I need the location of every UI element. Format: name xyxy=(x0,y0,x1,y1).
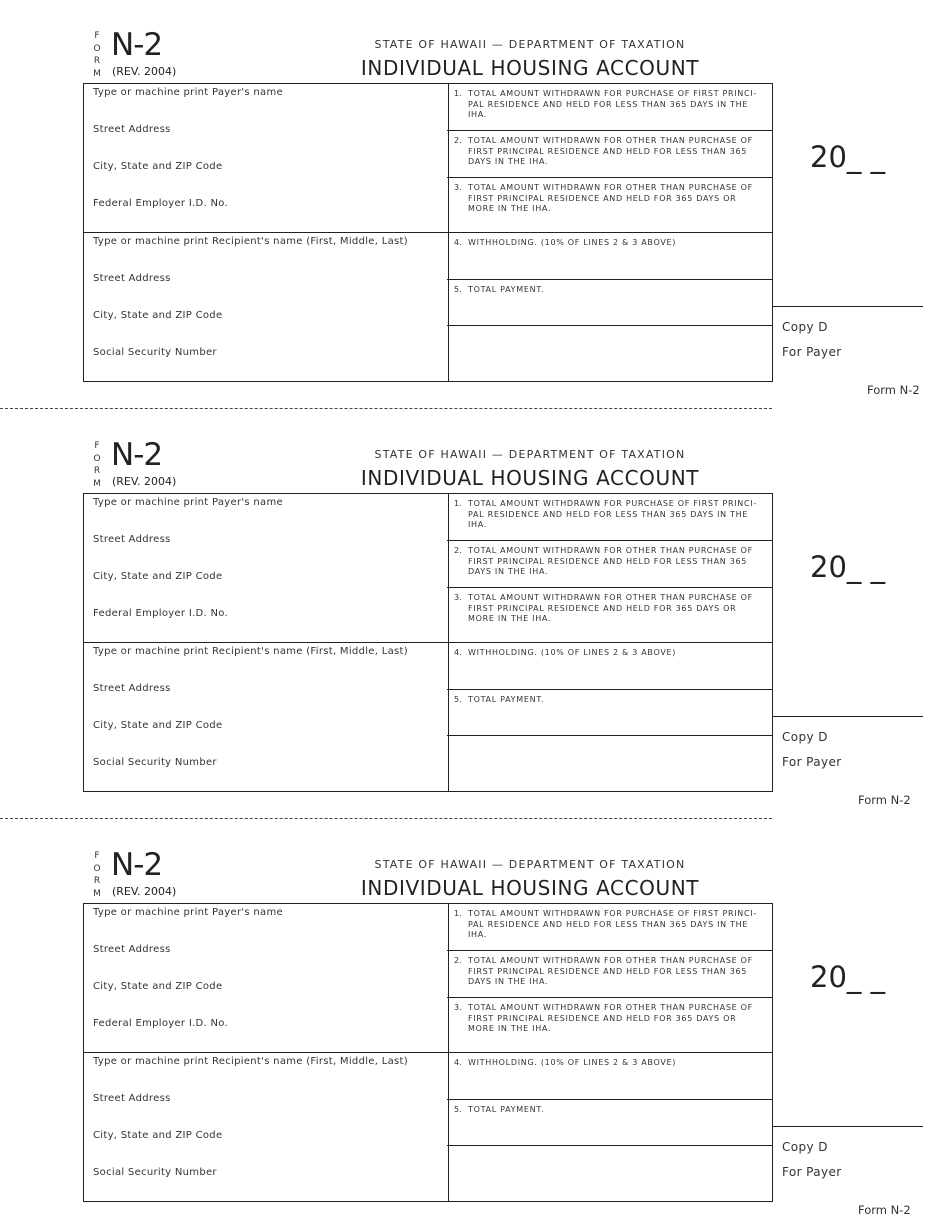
line-3-box[interactable] xyxy=(447,178,772,233)
payer-fein-field[interactable]: Federal Employer I.D. No. xyxy=(93,198,229,209)
form-letter: O xyxy=(93,453,101,464)
line-number: 4. xyxy=(454,1058,462,1067)
line-2-box[interactable] xyxy=(447,541,772,588)
copy-label: Copy D xyxy=(782,730,828,744)
line-number: 1. xyxy=(454,89,462,98)
form-letter: O xyxy=(93,43,101,54)
form-title: INDIVIDUAL HOUSING ACCOUNT xyxy=(360,876,700,900)
form-letter: R xyxy=(93,876,101,886)
recipient-ssn-field[interactable]: Social Security Number xyxy=(93,347,217,358)
form-title: INDIVIDUAL HOUSING ACCOUNT xyxy=(360,466,700,490)
amount-lines xyxy=(447,903,773,1202)
form-revision: (REV. 2004) xyxy=(112,885,177,898)
payer-street-field[interactable]: Street Address xyxy=(93,124,171,135)
line-number: 1. xyxy=(454,499,462,508)
line-3-box[interactable] xyxy=(447,998,772,1053)
tax-year[interactable]: 20_ _ xyxy=(810,140,886,174)
payer-fein-field[interactable]: Federal Employer I.D. No. xyxy=(93,1018,229,1029)
line-description: TOTAL AMOUNT WITHDRAWN FOR PURCHASE OF FIRST PRINCI-PAL RESIDENCE AND HELD FOR LESS THAN 365 DAYS IN THE IHA. xyxy=(468,89,757,120)
form-letter: M xyxy=(93,68,101,79)
form-number: N-2 xyxy=(111,27,163,63)
section-divider xyxy=(84,232,448,233)
line-number: 2. xyxy=(454,956,462,965)
copy-recipient: For Payer xyxy=(782,345,842,359)
line-5-box[interactable] xyxy=(447,1100,772,1146)
line-description: TOTAL PAYMENT. xyxy=(468,695,545,704)
line-5-box[interactable] xyxy=(447,280,772,326)
line-number: 3. xyxy=(454,183,462,192)
agency-name: STATE OF HAWAII — DEPARTMENT OF TAXATION xyxy=(374,448,686,461)
line-description: TOTAL AMOUNT WITHDRAWN FOR PURCHASE OF FIRST PRINCI-PAL RESIDENCE AND HELD FOR LESS THAN 365 DAYS IN THE IHA. xyxy=(468,909,757,940)
recipient-street-field[interactable]: Street Address xyxy=(93,1093,171,1104)
tear-line xyxy=(0,818,772,819)
section-divider xyxy=(84,1052,448,1053)
tear-line xyxy=(0,408,772,409)
form-footer: Form N-2 xyxy=(867,383,920,397)
form-letter: O xyxy=(93,863,101,874)
form-letter: M xyxy=(93,888,101,899)
line-4-box[interactable] xyxy=(447,643,772,690)
line-number: 4. xyxy=(454,648,462,657)
recipient-city-field[interactable]: City, State and ZIP Code xyxy=(93,1130,223,1141)
form-letter: F xyxy=(94,851,100,861)
form-revision: (REV. 2004) xyxy=(112,65,177,78)
line-2-box[interactable] xyxy=(447,131,772,178)
payer-street-field[interactable]: Street Address xyxy=(93,944,171,955)
line-number: 1. xyxy=(454,909,462,918)
tax-year[interactable]: 20_ _ xyxy=(810,960,886,994)
line-number: 3. xyxy=(454,1003,462,1012)
tax-year[interactable]: 20_ _ xyxy=(810,550,886,584)
payer-recipient-box xyxy=(83,83,449,382)
copy-recipient: For Payer xyxy=(782,755,842,769)
line-description: TOTAL AMOUNT WITHDRAWN FOR OTHER THAN PURCHASE OF FIRST PRINCIPAL RESIDENCE AND HELD FOR LESS THAN 365 DAYS IN THE IHA. xyxy=(468,136,753,167)
copy-divider xyxy=(773,306,923,307)
form-footer: Form N-2 xyxy=(858,793,911,807)
recipient-name-field[interactable]: Type or machine print Recipient's name (First, Middle, Last) xyxy=(93,1056,408,1067)
line-number: 2. xyxy=(454,136,462,145)
copy-divider xyxy=(773,1126,923,1127)
agency-name: STATE OF HAWAII — DEPARTMENT OF TAXATION xyxy=(374,858,686,871)
line-number: 3. xyxy=(454,593,462,602)
line-description: WITHHOLDING. (10% OF LINES 2 & 3 ABOVE) xyxy=(468,238,677,247)
recipient-name-field[interactable]: Type or machine print Recipient's name (First, Middle, Last) xyxy=(93,236,408,247)
line-description: WITHHOLDING. (10% OF LINES 2 & 3 ABOVE) xyxy=(468,1058,677,1067)
recipient-street-field[interactable]: Street Address xyxy=(93,683,171,694)
line-description: TOTAL AMOUNT WITHDRAWN FOR PURCHASE OF FIRST PRINCI-PAL RESIDENCE AND HELD FOR LESS THAN 365 DAYS IN THE IHA. xyxy=(468,499,757,530)
form-title: INDIVIDUAL HOUSING ACCOUNT xyxy=(360,56,700,80)
copy-divider xyxy=(773,716,923,717)
line-3-box[interactable] xyxy=(447,588,772,643)
form-copy xyxy=(0,410,950,820)
amount-lines xyxy=(447,493,773,792)
line-description: WITHHOLDING. (10% OF LINES 2 & 3 ABOVE) xyxy=(468,648,677,657)
line-1-box[interactable] xyxy=(447,494,772,541)
line-number: 4. xyxy=(454,238,462,247)
form-vertical-label xyxy=(92,850,102,900)
recipient-city-field[interactable]: City, State and ZIP Code xyxy=(93,720,223,731)
payer-name-field[interactable]: Type or machine print Payer's name xyxy=(93,497,283,508)
line-1-box[interactable] xyxy=(447,904,772,951)
recipient-ssn-field[interactable]: Social Security Number xyxy=(93,1167,217,1178)
form-letter: F xyxy=(94,31,100,41)
line-description: TOTAL AMOUNT WITHDRAWN FOR OTHER THAN PURCHASE OF FIRST PRINCIPAL RESIDENCE AND HELD FOR LESS THAN 365 DAYS IN THE IHA. xyxy=(468,956,753,987)
payer-recipient-box xyxy=(83,493,449,792)
line-description: TOTAL PAYMENT. xyxy=(468,1105,545,1114)
form-revision: (REV. 2004) xyxy=(112,475,177,488)
line-4-box[interactable] xyxy=(447,233,772,280)
form-letter: R xyxy=(93,466,101,476)
line-description: TOTAL AMOUNT WITHDRAWN FOR OTHER THAN PURCHASE OF FIRST PRINCIPAL RESIDENCE AND HELD FOR LESS THAN 365 DAYS IN THE IHA. xyxy=(468,546,753,577)
recipient-name-field[interactable]: Type or machine print Recipient's name (First, Middle, Last) xyxy=(93,646,408,657)
line-description: TOTAL AMOUNT WITHDRAWN FOR OTHER THAN PURCHASE OF FIRST PRINCIPAL RESIDENCE AND HELD FOR 365 DAYS OR MORE IN THE IHA. xyxy=(468,183,753,214)
agency-name: STATE OF HAWAII — DEPARTMENT OF TAXATION xyxy=(374,38,686,51)
amount-lines xyxy=(447,83,773,382)
line-number: 5. xyxy=(454,1105,462,1114)
form-copy xyxy=(0,820,950,1230)
line-number: 5. xyxy=(454,695,462,704)
recipient-city-field[interactable]: City, State and ZIP Code xyxy=(93,310,223,321)
payer-city-field[interactable]: City, State and ZIP Code xyxy=(93,161,223,172)
line-number: 2. xyxy=(454,546,462,555)
copy-recipient: For Payer xyxy=(782,1165,842,1179)
form-vertical-label xyxy=(92,30,102,80)
line-number: 5. xyxy=(454,285,462,294)
recipient-street-field[interactable]: Street Address xyxy=(93,273,171,284)
form-letter: F xyxy=(94,441,100,451)
line-2-box[interactable] xyxy=(447,951,772,998)
copy-label: Copy D xyxy=(782,1140,828,1154)
line-description: TOTAL PAYMENT. xyxy=(468,285,545,294)
form-letter: R xyxy=(93,56,101,66)
line-5-box[interactable] xyxy=(447,690,772,736)
form-vertical-label xyxy=(92,440,102,490)
form-footer: Form N-2 xyxy=(858,1203,911,1217)
form-letter: M xyxy=(93,478,101,489)
form-number: N-2 xyxy=(111,437,163,473)
payer-recipient-box xyxy=(83,903,449,1202)
payer-city-field[interactable]: City, State and ZIP Code xyxy=(93,981,223,992)
payer-name-field[interactable]: Type or machine print Payer's name xyxy=(93,907,283,918)
copy-label: Copy D xyxy=(782,320,828,334)
payer-street-field[interactable]: Street Address xyxy=(93,534,171,545)
payer-city-field[interactable]: City, State and ZIP Code xyxy=(93,571,223,582)
line-description: TOTAL AMOUNT WITHDRAWN FOR OTHER THAN PURCHASE OF FIRST PRINCIPAL RESIDENCE AND HELD FOR 365 DAYS OR MORE IN THE IHA. xyxy=(468,1003,753,1034)
line-description: TOTAL AMOUNT WITHDRAWN FOR OTHER THAN PURCHASE OF FIRST PRINCIPAL RESIDENCE AND HELD FOR 365 DAYS OR MORE IN THE IHA. xyxy=(468,593,753,624)
section-divider xyxy=(84,642,448,643)
payer-name-field[interactable]: Type or machine print Payer's name xyxy=(93,87,283,98)
recipient-ssn-field[interactable]: Social Security Number xyxy=(93,757,217,768)
payer-fein-field[interactable]: Federal Employer I.D. No. xyxy=(93,608,229,619)
line-4-box[interactable] xyxy=(447,1053,772,1100)
form-number: N-2 xyxy=(111,847,163,883)
form-copy xyxy=(0,0,950,410)
line-1-box[interactable] xyxy=(447,84,772,131)
